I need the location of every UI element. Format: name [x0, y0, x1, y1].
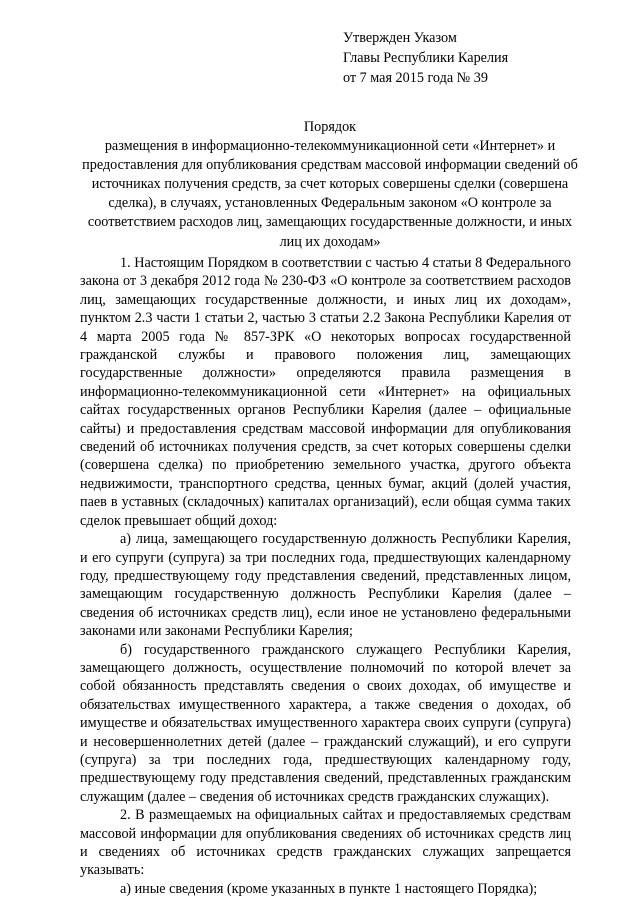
paragraph-1a: а) лица, замещающего государственную должность Республики Карелия, и его супруги (супруга) за три последних года, предшествующих календарному году, предшествующему году представления сведений, представленных лицом, замещающим государственную должность Республики Карелия (далее – сведения об источниках средств лиц), если иное не установлено федеральными законами или законами Республики Карелия; [80, 531, 571, 640]
document-body [80, 254, 571, 898]
paragraph-2a: а) иные сведения (кроме указанных в пункте 1 настоящего Порядка); [120, 880, 538, 897]
title-subtitle: размещения в информационно-телекоммуникационной сети «Интернет» и предоставления для опубликования средствам массовой информации сведений об источниках получения средств, за счет которых совершены сделки (совершена сделка), в случаях, установленных Федеральным законом «О контроле за соответствием расходов лиц, замещающих государственные должности, и иных лиц их доходам» [82, 138, 578, 250]
approval-line-2: Главы Республики Карелия [343, 50, 509, 66]
approval-line-1: Утвержден Указом [343, 30, 457, 46]
paragraph-1: 1. Настоящим Порядком в соответствии с частью 4 статьи 8 Федерального закона от 3 декабря 2012 года № 230-ФЗ «О контроле за соответствием расходов лиц, замещающих государственные должности, и иных лиц их доходам», пунктом 2.3 части 1 статьи 2, частью 3 статьи 2.2 Закона Республики Карелия от 4 марта 2005 года № 857-ЗРК «О некоторых вопросах государственной гражданской службы и правового положения лиц, замещающих государственные должности» определяются правила размещения в информационно-телекоммуникационной сети «Интернет» на официальных сайтах государственных органов Республики Карелия (далее – официальные сайты) и предоставления средствам массовой информации для опубликования сведений об источниках получения средств, за счет которых совершены сделки (совершена сделка) по приобретению земельного участка, другого объекта недвижимости, транспортного средства, ценных бумаг, акций (долей участия, паев в уставных (складочных) капиталах организаций), если общая сумма таких сделок превышает общий доход: [80, 255, 571, 529]
approval-stamp [343, 28, 508, 88]
approval-line-3: от 7 мая 2015 года № 39 [343, 70, 488, 86]
title-heading: Порядок [303, 119, 357, 135]
paragraph-2: 2. В размещаемых на официальных сайтах и предоставляемых средствам массовой информации для опубликования сведениях об источниках средств лиц и сведениях об источниках средств гражданских служащих запрещается указывать: [80, 807, 571, 879]
document-title [80, 118, 580, 252]
paragraph-1b: б) государственного гражданского служащего Республики Карелия, замещающего должность, осуществление полномочий по которой влечет за собой обязанность представлять сведения о своих доходах, об имуществе и обязательствах имущественного характера, а также сведения о доходах, об имуществе и обязательствах имущественного характера своих супруги (супруга) и несовершеннолетних детей (далее – гражданский служащий), и его супруги (супруга) за три последних года, предшествующих календарному году, предшествующему году представления сведений, представленных гражданским служащим (далее – сведения об источниках средств гражданских служащих). [80, 641, 571, 805]
